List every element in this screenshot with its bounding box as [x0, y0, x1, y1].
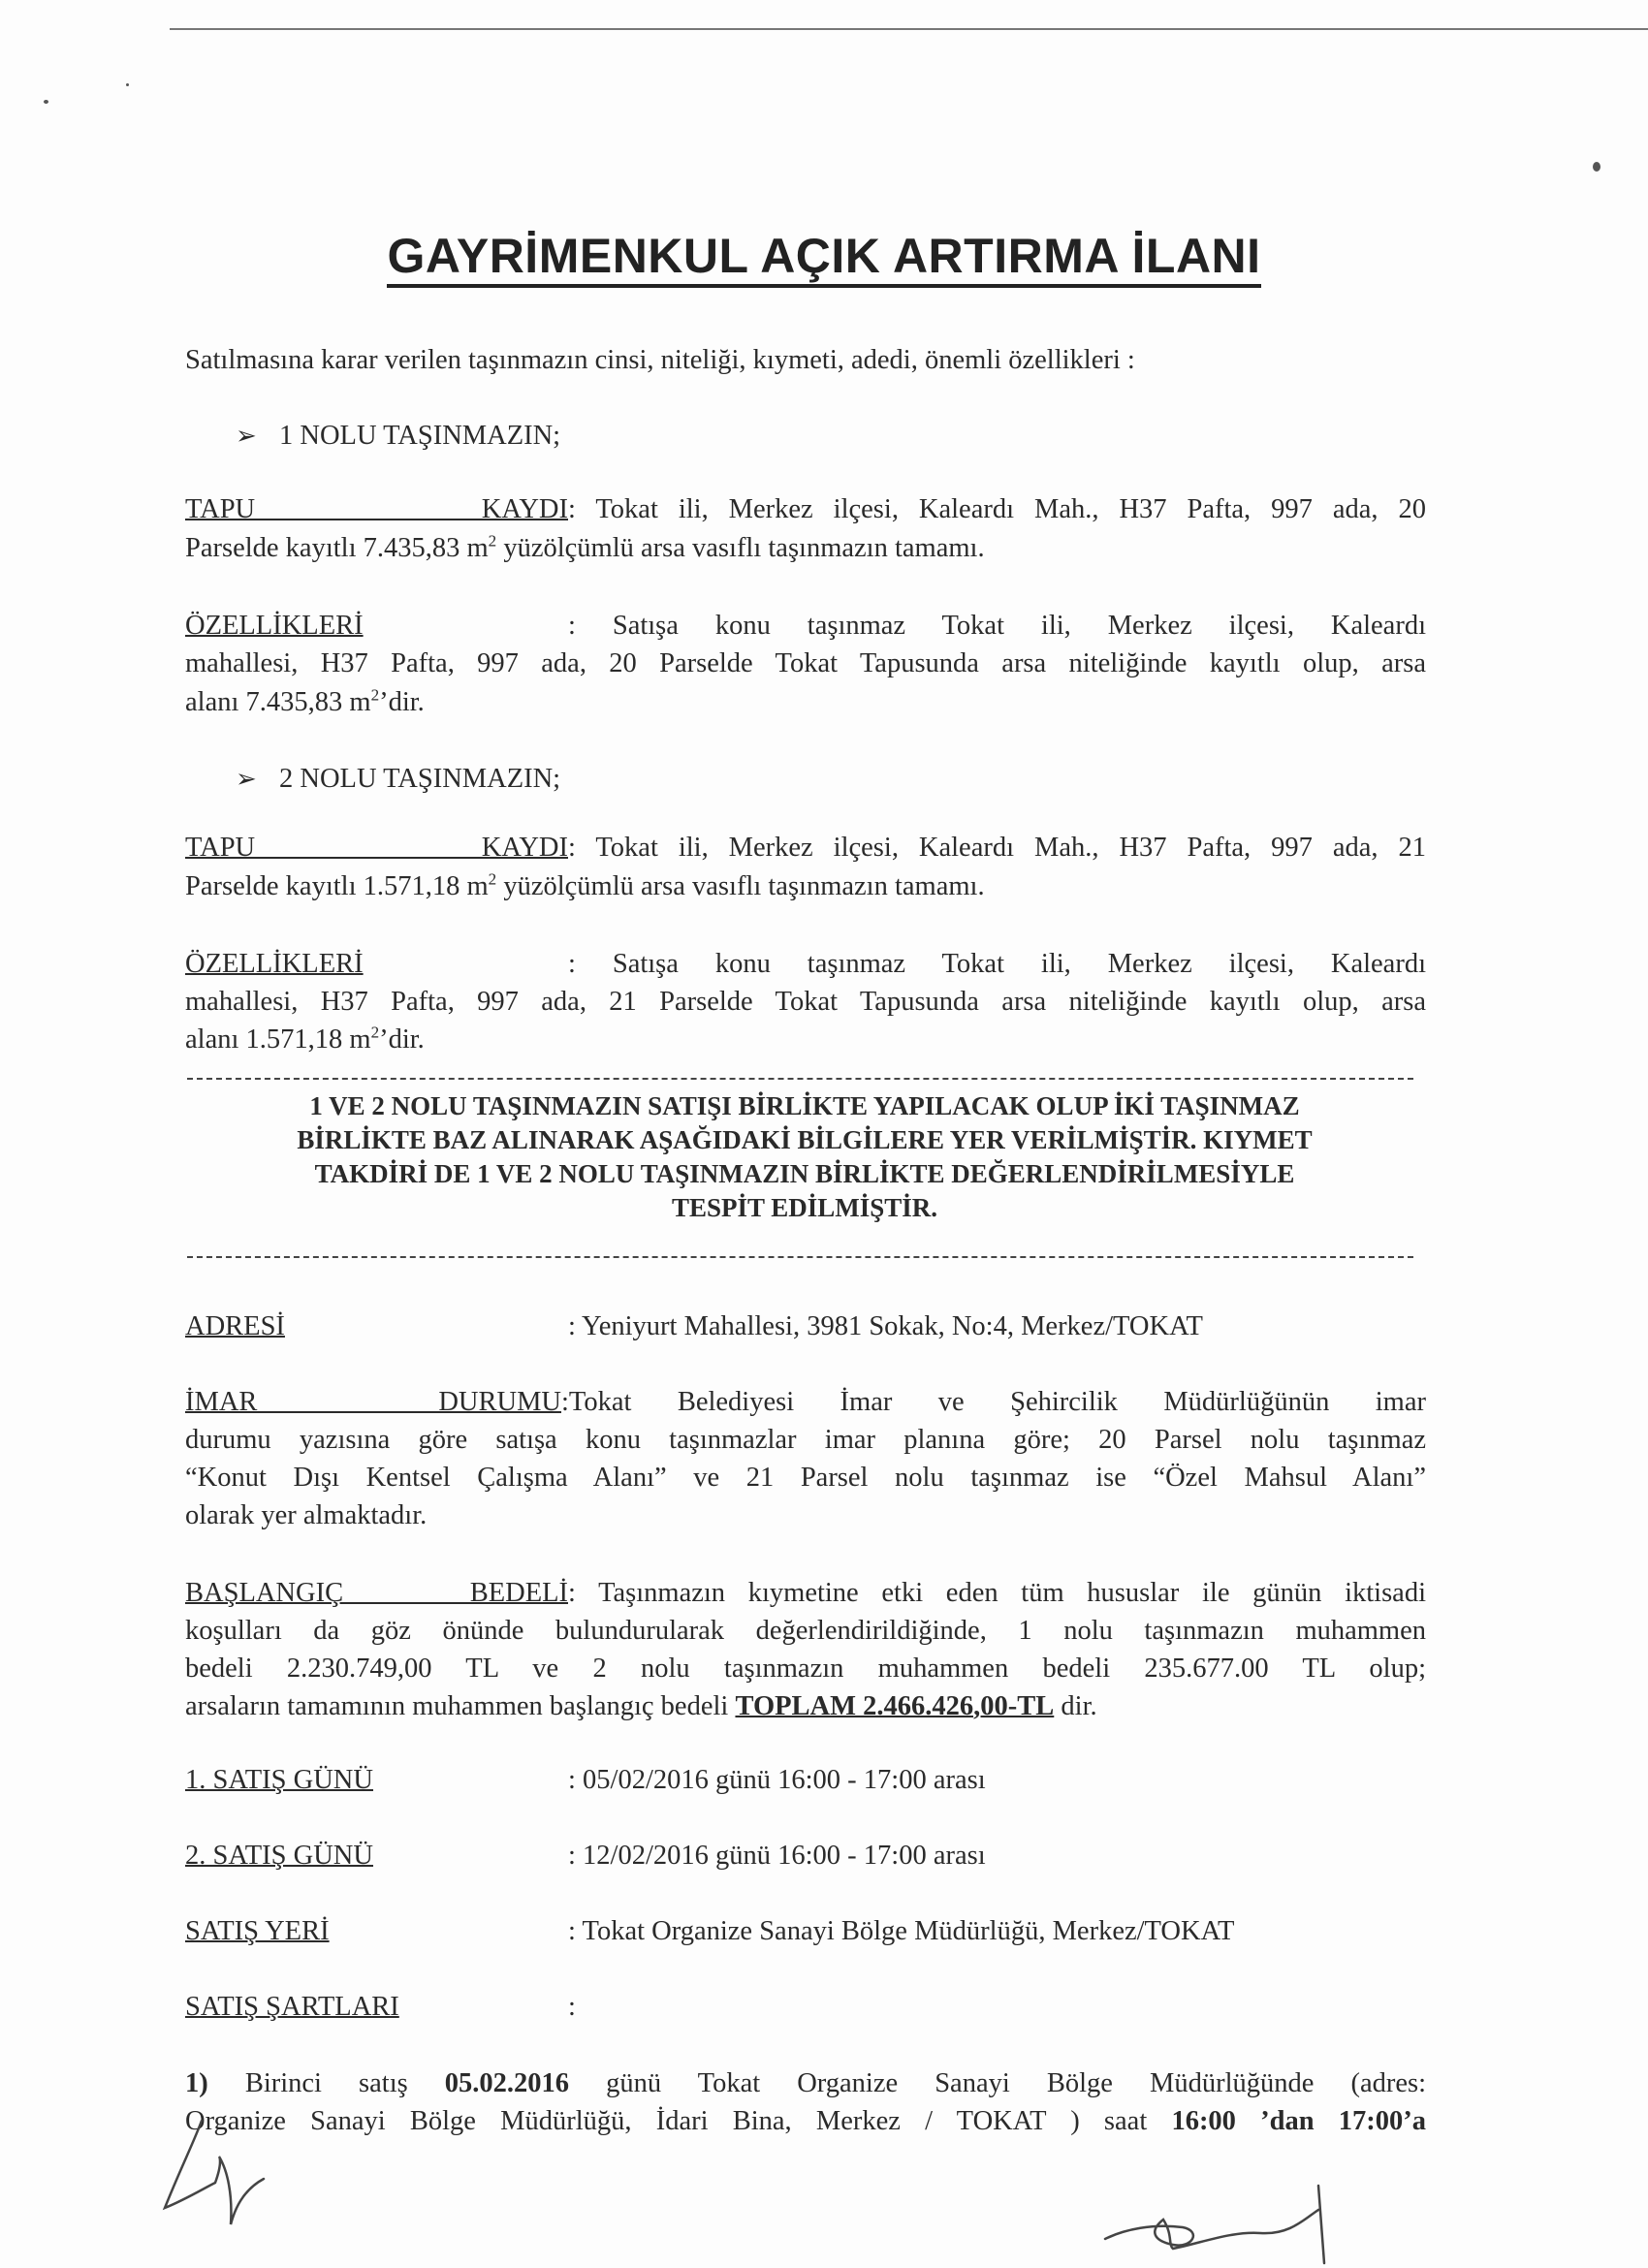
property2-heading: ➢ 2 NOLU TAŞINMAZIN;: [236, 760, 560, 799]
arrow-bullet-icon: ➢: [236, 422, 257, 451]
satis1-line: 1. SATIŞ GÜNÜ : 05/02/2016 günü 16:00 - 17:00 arası: [185, 1761, 1426, 1800]
notice-line2: BİRLİKTE BAZ ALINARAK AŞAĞIDAKİ BİLGİLERE YER VERİLMİŞTİR. KIYMET: [297, 1125, 1313, 1154]
property2-ozellik-line1: ÖZELLİKLERİ : Satışa konu taşınmaz Tokat ili, Merkez ilçesi, Kaleardı: [185, 945, 1426, 984]
property1-tapu-line1: TAPU KAYDI: Tokat ili, Merkez ilçesi, Kaleardı Mah., H37 Pafta, 997 ada, 20: [185, 490, 1426, 529]
clause1-line1: 1) Birinci satış 05.02.2016 günü Tokat Organize Sanayi Bölge Müdürlüğünde (adres:: [185, 2068, 1426, 2098]
signature-left: [155, 2103, 310, 2258]
satis-sartlari-label: SATIŞ ŞARTLARI: [185, 1992, 399, 2022]
clause1-line2: Organize Sanayi Bölge Müdürlüğü, İdari Bina, Merkez / TOKAT ) saat 16:00 ’dan 17:00’a: [185, 2106, 1426, 2136]
satis2-label: 2. SATIŞ GÜNÜ: [185, 1841, 373, 1871]
intro-text: Satılmasına karar verilen taşınmazın cinsi, niteliği, kıymeti, adedi, önemli özellikleri :: [185, 345, 1135, 375]
notice-line4: TESPİT EDİLMİŞTİR.: [671, 1193, 938, 1222]
satis-yeri-label: SATIŞ YERİ: [185, 1916, 330, 1946]
imar-line2: durumu yazısına göre satışa konu taşınmazlar imar planına göre; 20 Parsel nolu taşınmaz: [185, 1425, 1426, 1455]
notice-line3: TAKDİRİ DE 1 VE 2 NOLU TAŞINMAZIN BİRLİKTE DEĞERLENDİRİLMESİYLE: [314, 1159, 1295, 1188]
adres-label: ADRESİ: [185, 1311, 285, 1341]
satis-sartlari-line: SATIŞ ŞARTLARI :: [185, 1988, 1426, 2027]
satis1-label: 1. SATIŞ GÜNÜ: [185, 1765, 373, 1795]
baslangic-line4: arsaların tamamının muhammen başlangıç bedeli TOPLAM 2.466.426,00-TL dir.: [185, 1691, 1097, 1721]
property1-ozellik-line2: mahallesi, H37 Pafta, 997 ada, 20 Parselde Tokat Tapusunda arsa niteliğinde kayıtlı olup, arsa: [185, 648, 1426, 678]
property2-ozellik-label: ÖZELLİKLERİ: [185, 949, 364, 979]
scan-speck: [44, 100, 48, 104]
property2-ozellik-line3: alanı 1.571,18 $m^2’dir$.: [185, 1023, 425, 1055]
page-title: GAYRİMENKUL AÇIK ARTIRMA İLANI: [0, 228, 1648, 284]
property1-ozellik-label: ÖZELLİKLERİ: [185, 611, 364, 641]
property1-ozellik-line1: ÖZELLİKLERİ : Satışa konu taşınmaz Tokat ili, Merkez ilçesi, Kaleardı: [185, 607, 1426, 646]
baslangic-line3: bedeli 2.230.749,00 TL ve 2 nolu taşınmazın muhammen bedeli 235.677.00 TL olup;: [185, 1654, 1426, 1684]
property1-tapu-label: TAPU KAYDI: [185, 494, 568, 524]
adres-line: ADRESİ : Yeniyurt Mahallesi, 3981 Sokak, No:4, Merkez/TOKAT: [185, 1307, 1426, 1346]
satis-yeri-line: SATIŞ YERİ : Tokat Organize Sanayi Bölge Müdürlüğü, Merkez/TOKAT: [185, 1912, 1426, 1951]
baslangic-line2: koşulları da göz önünde bulundurularak değerlendirildiğinde, 1 nolu taşınmazın muhammen: [185, 1616, 1426, 1646]
property2-ozellik-line2: mahallesi, H37 Pafta, 997 ada, 21 Parselde Tokat Tapusunda arsa niteliğinde kayıtlı olup, arsa: [185, 987, 1426, 1017]
property2-tapu-line1: TAPU KAYDI: Tokat ili, Merkez ilçesi, Kaleardı Mah., H37 Pafta, 997 ada, 21: [185, 829, 1426, 867]
baslangic-label: BAŞLANGIÇ BEDELİ: [185, 1578, 568, 1608]
total-amount: TOPLAM 2.466.426,00-TL: [735, 1691, 1055, 1721]
property1-heading: ➢ 1 NOLU TAŞINMAZIN;: [236, 417, 560, 456]
property2-tapu-label: TAPU KAYDI: [185, 833, 568, 863]
property1-tapu-line2: Parselde kayıtlı 7.435,83 $m^2$ yüzölçümlü arsa vasıflı taşınmazın tamamı.: [185, 531, 985, 563]
scan-speck: [126, 83, 129, 86]
satis2-line: 2. SATIŞ GÜNÜ : 12/02/2016 günü 16:00 - 17:00 arası: [185, 1837, 1426, 1875]
baslangic-line1: BAŞLANGIÇ BEDELİ: Taşınmazın kıymetine etki eden tüm hususlar ile günün iktisadi: [185, 1574, 1426, 1613]
notice-line1: 1 VE 2 NOLU TAŞINMAZIN SATIŞI BİRLİKTE YAPILACAK OLUP İKİ TAŞINMAZ: [309, 1091, 1300, 1120]
dashed-divider-top: [187, 1078, 1413, 1080]
imar-line3: “Konut Dışı Kentsel Çalışma Alanı” ve 21 Parsel nolu taşınmaz ise “Özel Mahsul Alanı”: [185, 1463, 1426, 1493]
dashed-divider-bottom: [187, 1256, 1413, 1258]
arrow-bullet-icon: ➢: [236, 765, 257, 794]
signature-right: [1095, 2181, 1357, 2268]
imar-line4: olarak yer almaktadır.: [185, 1500, 428, 1530]
scan-speck: [1593, 162, 1600, 172]
imar-line1: İMAR DURUMU:Tokat Belediyesi İmar ve Şehircilik Müdürlüğünün imar: [185, 1383, 1426, 1422]
property2-tapu-line2: Parselde kayıtlı 1.571,18 $m^2$ yüzölçümlü arsa vasıflı taşınmazın tamamı.: [185, 869, 985, 901]
imar-label: İMAR DURUMU: [185, 1387, 561, 1417]
property1-ozellik-line3: alanı 7.435,83 $m^2’dir$.: [185, 685, 425, 717]
scan-edge-line: [170, 28, 1648, 30]
